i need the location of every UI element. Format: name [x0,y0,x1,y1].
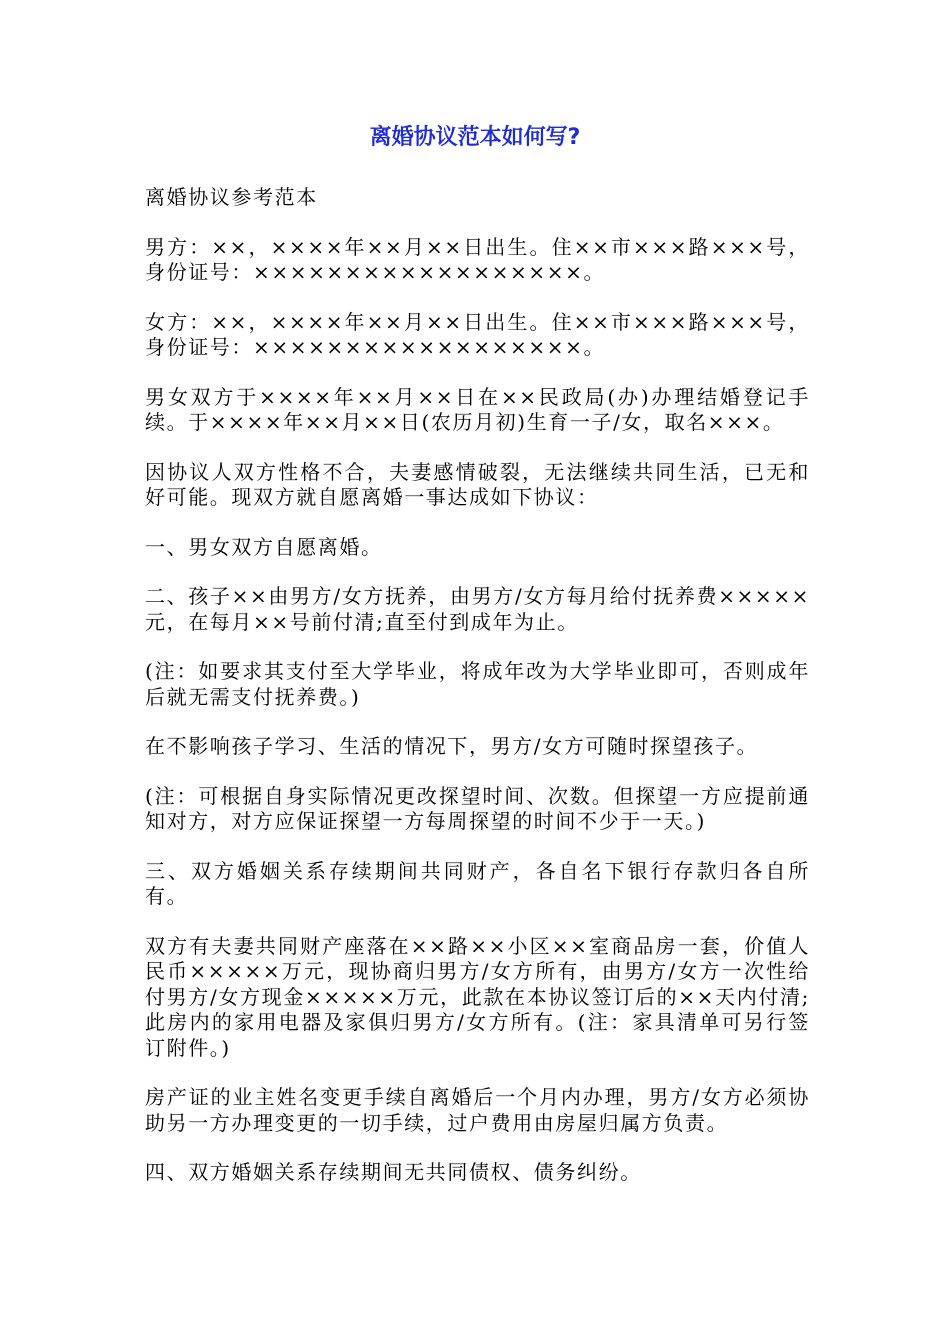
paragraph-clause-3: 三、双方婚姻关系存续期间共同财产，各自名下银行存款归各自所有。 [145,858,810,908]
document-title: 离婚协议范本如何写? [369,125,581,150]
paragraph-heading: 离婚协议参考范本 [145,185,318,209]
paragraph-visitation: 在不影响孩子学习、生活的情况下，男方/女方可随时探望孩子。 [145,734,759,758]
paragraph-title-transfer: 房产证的业主姓名变更手续自离婚后一个月内办理，男方/女方必须协助另一方办理变更的一切手续，过户费用由房屋归属方负责。 [145,1085,810,1135]
paragraph-property: 双方有夫妻共同财产座落在××路××小区××室商品房一套，价值人民币×××××万元，现协商归男方/女方所有，由男方/女方一次性给付男方/女方现金×××××万元，此款在本协议签订后的××天内付清;此房内的家用电器及家俱归男方/女方所有。(注：家具清单可另行签订附件。) [145,933,810,1060]
paragraph-female-party: 女方：××，××××年××月××日出生。住××市×××路×××号，身份证号：××××××××××××××××××。 [145,309,810,359]
paragraph-clause-2: 二、孩子××由男方/女方抚养，由男方/女方每月给付抚养费×××××元，在每月××号前付清;直至付到成年为止。 [145,584,810,634]
paragraph-note-1: (注：如要求其支付至大学毕业，将成年改为大学毕业即可，否则成年后就无需支付抚养费。) [145,659,810,709]
paragraph-male-party: 男方：××，××××年××月××日出生。住××市×××路×××号，身份证号：××××××××××××××××××。 [145,234,810,284]
paragraph-reason: 因协议人双方性格不合，夫妻感情破裂，无法继续共同生活，已无和好可能。现双方就自愿离婚一事达成如下协议： [145,459,810,509]
paragraph-clause-1: 一、男女双方自愿离婚。 [145,534,383,559]
paragraph-marriage-registration: 男女双方于××××年××月××日在××民政局(办)办理结婚登记手续。于××××年××月××日(农历月初)生育一子/女，取名×××。 [145,384,810,434]
paragraph-note-2: (注：可根据自身实际情况更改探望时间、次数。但探望一方应提前通知对方，对方应保证探望一方每周探望的时间不少于一天。) [145,783,810,833]
document-body [145,185,810,1210]
paragraph-clause-4: 四、双方婚姻关系存续期间无共同债权、债务纠纷。 [145,1160,642,1184]
